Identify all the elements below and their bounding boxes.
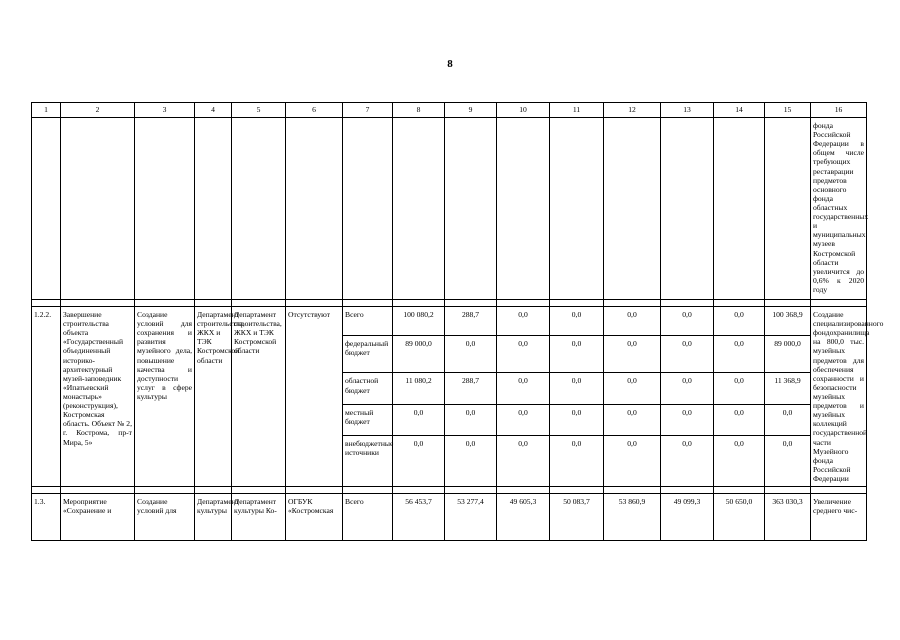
value-cell: 49 605,3 xyxy=(497,494,550,541)
value-cell: 89 000,0 xyxy=(765,336,811,373)
value-cell: 0,0 xyxy=(661,307,714,336)
col-header: 12 xyxy=(604,103,661,118)
col-header: 11 xyxy=(550,103,604,118)
value-cell: 0,0 xyxy=(661,373,714,404)
value-cell: 0,0 xyxy=(393,435,445,486)
value-cell: 49 099,3 xyxy=(661,494,714,541)
col-header: 16 xyxy=(811,103,867,118)
value-cell: 89 000,0 xyxy=(393,336,445,373)
value-cell: 0,0 xyxy=(765,404,811,435)
funding-source: внебюджетные источники xyxy=(343,435,393,486)
col-header: 4 xyxy=(195,103,232,118)
value-cell: 50 650,0 xyxy=(714,494,765,541)
item-result: Увеличение среднего чис- xyxy=(811,494,867,541)
value-cell: 363 030,3 xyxy=(765,494,811,541)
funding-source: Всего xyxy=(343,307,393,336)
value-cell: 0,0 xyxy=(714,435,765,486)
item-goal: Создание условий для сохранения и развития музейного дела, повышение качества и доступности услуг в сфере культуры xyxy=(135,307,195,487)
value-cell: 0,0 xyxy=(765,435,811,486)
value-cell: 50 083,7 xyxy=(550,494,604,541)
value-cell: 0,0 xyxy=(661,404,714,435)
value-cell: 11 368,9 xyxy=(765,373,811,404)
value-cell: 56 453,7 xyxy=(393,494,445,541)
item-executor: Департамент строительства, ЖКХ и ТЭК Костромской области xyxy=(232,307,286,487)
col-header: 6 xyxy=(286,103,343,118)
value-cell: 0,0 xyxy=(497,404,550,435)
value-cell: 0,0 xyxy=(550,307,604,336)
col-header: 15 xyxy=(765,103,811,118)
page-number: 8 xyxy=(447,58,453,70)
value-cell: 0,0 xyxy=(604,307,661,336)
value-cell: 288,7 xyxy=(445,307,497,336)
table-row xyxy=(32,494,867,541)
item-number: 1.3. xyxy=(32,494,61,541)
value-cell: 0,0 xyxy=(604,404,661,435)
col-header: 1 xyxy=(32,103,61,118)
col-header: 10 xyxy=(497,103,550,118)
item-coexecutor: Департамент строительства, ЖКХ и ТЭК Костромской области xyxy=(195,307,232,487)
value-cell: 0,0 xyxy=(497,307,550,336)
value-cell: 0,0 xyxy=(604,336,661,373)
funding-source: областной бюджет xyxy=(343,373,393,404)
value-cell: 0,0 xyxy=(661,435,714,486)
spacer-row xyxy=(32,487,867,494)
value-cell: 0,0 xyxy=(445,336,497,373)
program-table-sheet xyxy=(31,102,884,572)
col-header: 3 xyxy=(135,103,195,118)
item-result: Создание специализированного фондохранилища на 800,0 тыс. музейных предметов для обеспечения сохранности и безопасности музейных предметов и музейных коллекций государственной части Музейного фонда Российской Федерации xyxy=(811,307,867,487)
value-cell: 0,0 xyxy=(497,336,550,373)
col-header: 8 xyxy=(393,103,445,118)
value-cell: 0,0 xyxy=(445,435,497,486)
value-cell: 53 277,4 xyxy=(445,494,497,541)
value-cell: 0,0 xyxy=(714,336,765,373)
value-cell: 0,0 xyxy=(604,373,661,404)
item-partner: Отсутствуют xyxy=(286,307,343,487)
item-coexecutor: Департамент культуры xyxy=(195,494,232,541)
funding-source: Всего xyxy=(343,494,393,541)
item-name: Мероприятие «Сохранение и xyxy=(61,494,135,541)
value-cell: 0,0 xyxy=(393,404,445,435)
column-number-row xyxy=(32,103,867,118)
col-header: 14 xyxy=(714,103,765,118)
value-cell: 0,0 xyxy=(550,373,604,404)
item-number: 1.2.2. xyxy=(32,307,61,487)
funding-source: местный бюджет xyxy=(343,404,393,435)
col-header: 13 xyxy=(661,103,714,118)
value-cell: 100 080,2 xyxy=(393,307,445,336)
item-executor: Департамент культуры Ко- xyxy=(232,494,286,541)
table-row xyxy=(32,307,867,336)
value-cell: 0,0 xyxy=(714,307,765,336)
value-cell: 0,0 xyxy=(550,336,604,373)
value-cell: 0,0 xyxy=(497,435,550,486)
continuation-row xyxy=(32,118,867,300)
funding-source: федеральный бюджет xyxy=(343,336,393,373)
value-cell: 0,0 xyxy=(714,404,765,435)
item-name: Завершение строительства объекта «Государственный объединенный историко-архитектурный музей-заповедник «Ипатьевский монастырь» (реконструкция), Костромская область. Объект № 2, г. Кострома, пр-т Мира, 5» xyxy=(61,307,135,487)
value-cell: 0,0 xyxy=(661,336,714,373)
item-goal: Создание условий для xyxy=(135,494,195,541)
value-cell: 0,0 xyxy=(550,435,604,486)
continued-result-text: фонда Российской Федерации в общем числе требующих реставрации предметов основного фонда областных государственных и муниципальных музеев Костромской области увеличится до 0,6% к 2020 году xyxy=(811,118,867,300)
value-cell: 100 368,9 xyxy=(765,307,811,336)
value-cell: 288,7 xyxy=(445,373,497,404)
value-cell: 0,0 xyxy=(550,404,604,435)
value-cell: 0,0 xyxy=(445,404,497,435)
col-header: 5 xyxy=(232,103,286,118)
value-cell: 0,0 xyxy=(604,435,661,486)
col-header: 2 xyxy=(61,103,135,118)
program-table xyxy=(31,102,884,541)
col-header: 7 xyxy=(343,103,393,118)
col-header: 9 xyxy=(445,103,497,118)
value-cell: 0,0 xyxy=(497,373,550,404)
item-partner: ОГБУК «Костромская xyxy=(286,494,343,541)
value-cell: 11 080,2 xyxy=(393,373,445,404)
spacer-row xyxy=(32,300,867,307)
value-cell: 53 860,9 xyxy=(604,494,661,541)
value-cell: 0,0 xyxy=(714,373,765,404)
